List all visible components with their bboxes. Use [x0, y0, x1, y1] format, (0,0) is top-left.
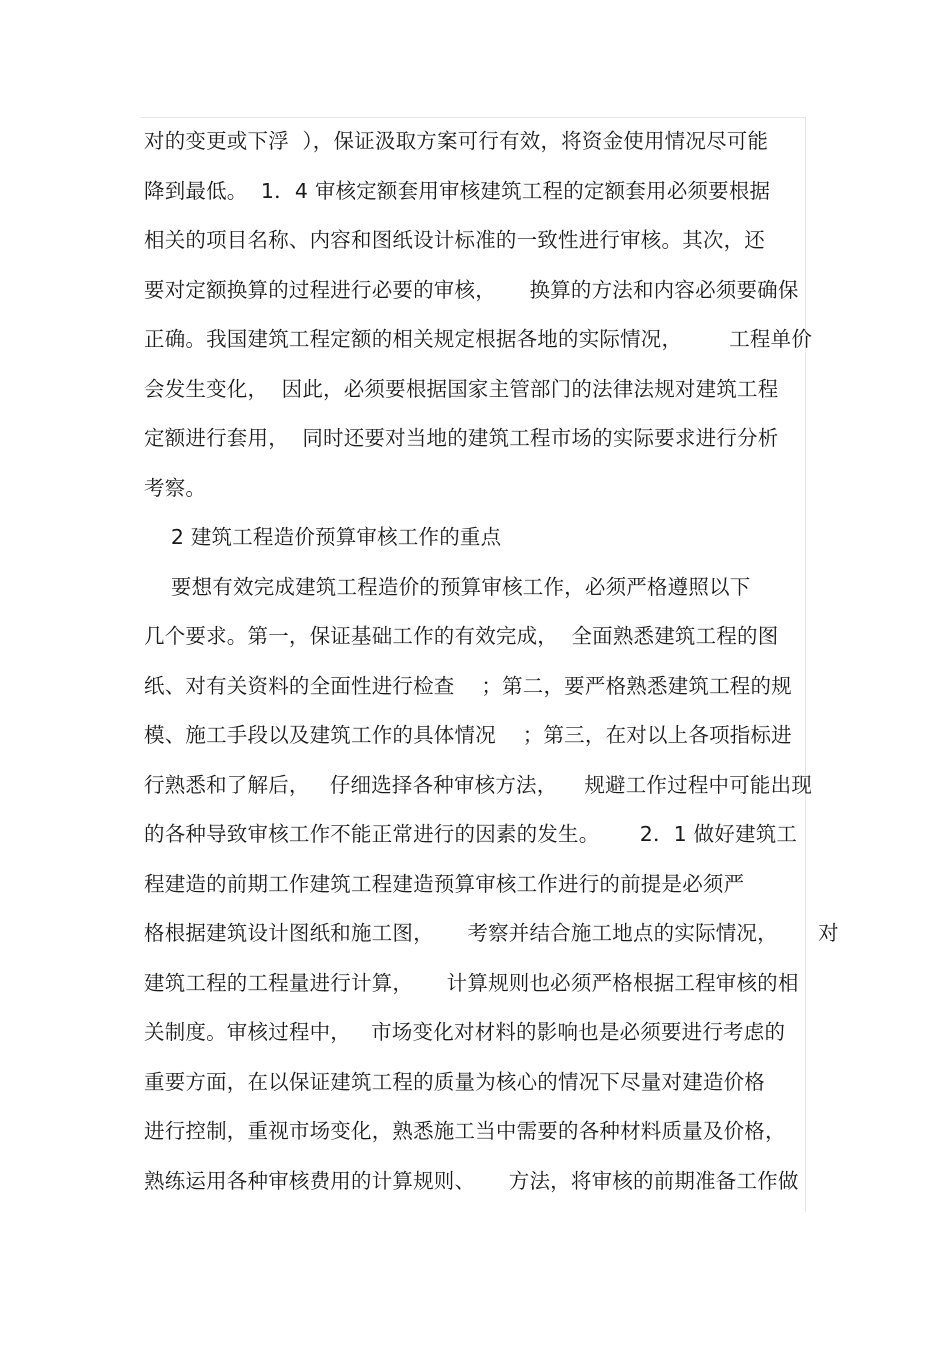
- document-body: [144, 117, 839, 1206]
- text-line: 几个要求。第一，保证基础工作的有效完成， 全面熟悉建筑工程的图: [144, 624, 779, 648]
- text-line: 熟练运用各种审核费用的计算规则、 方法，将审核的前期准备工作做: [144, 1168, 799, 1193]
- text-line: 正确。我国建筑工程定额的相关规定根据各地的实际情况， 工程单价: [144, 327, 813, 351]
- text-line: 要想有效完成建筑工程造价的预算审核工作，必须严格遵照以下: [144, 574, 751, 599]
- text-line: 考察。: [144, 475, 207, 500]
- text-line: 关制度。审核过程中， 市场变化对材料的影响也是必须要进行考虑的: [144, 1020, 786, 1044]
- text-line: 降到最低。 1．4 审核定额套用审核建筑工程的定额套用必须要根据: [144, 178, 771, 203]
- text-line: 行熟悉和了解后， 仔细选择各种审核方法， 规避工作过程中可能出现: [144, 772, 813, 797]
- text-line: 进行控制，重视市场变化，熟悉施工当中需要的各种材料质量及价格，: [144, 1119, 786, 1143]
- section-heading: 2 建筑工程造价预算审核工作的重点: [144, 525, 502, 549]
- text-line: 纸、对有关资料的全面性进行检查 ；第二，要严格熟悉建筑工程的规: [144, 673, 792, 698]
- text-line: 模、施工手段以及建筑工作的具体情况 ；第三，在对以上各项指标进: [144, 723, 792, 747]
- text-line: 程建造的前期工作建筑工程建造预算审核工作进行的前提是必须严: [144, 871, 745, 896]
- text-line: 相关的项目名称、内容和图纸设计标准的一致性进行审核。其次，还: [144, 228, 765, 252]
- text-line: 定额进行套用， 同时还要对当地的建筑工程市场的实际要求进行分析: [144, 426, 779, 450]
- text-line: 要对定额换算的过程进行必要的审核， 换算的方法和内容必须要确保: [144, 277, 799, 302]
- text-line: 对的变更或下浮 ），保证汲取方案可行有效，将资金使用情况尽可能: [144, 129, 769, 153]
- text-line: 会发生变化， 因此，必须要根据国家主管部门的法律法规对建筑工程: [144, 376, 779, 401]
- text-line: 的各种导致审核工作不能正常进行的因素的发生。 2．1 做好建筑工: [144, 822, 798, 846]
- text-line: 建筑工程的工程量进行计算， 计算规则也必须严格根据工程审核的相: [144, 970, 799, 995]
- text-line: 格根据建筑设计图纸和施工图， 考察并结合施工地点的实际情况， 对: [144, 921, 839, 945]
- text-line: 重要方面，在以保证建筑工程的质量为核心的情况下尽量对建造价格: [144, 1069, 765, 1094]
